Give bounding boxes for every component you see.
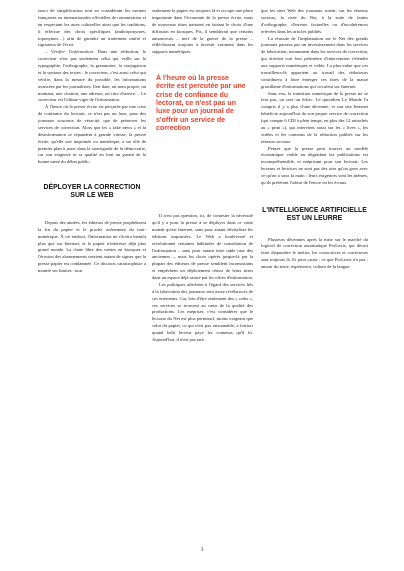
body-paragraph: souci de simplification tout en considérant les normes françaises ou internationales officielles de romanisation et en respectant les aires culturelles ainsi que les traditions, il effectue des choix spécifiques (anthroponymes, toponymes…) afin de garantir un traitement unifié et rigoureux de l'écrit. [38,8,146,48]
body-paragraph: Plusieurs décennies après la mise sur le marché du logiciel de correction automatique ProLexis, qui devait faire disparaître le métier, les correctrices et correcteurs sont toujours là. Et pour cause : ce que ProLexis n'a pas : amour du texte, expérience, culture de la langue, [261,236,368,270]
body-paragraph: Il n'est pas question, ici, de contester la nécessité qu'il y a pour la presse à se déployer dans ce vaste monde qu'est Internet, sans pour autant dévitaliser les éditions imprimées. Le Web a bouleversé et révolutionné certaines habitudes de consultation de l'information – sans pour autant faire table rase des anciennes –, mais les choix opérés jusque-là par la plupart des éditeurs de presse semblent inconsistants et empêchent un déploiement réussi de leurs titres dans un espace déjà saturé par les offres d'information. [152,213,253,281]
column-middle [152,8,253,344]
body-paragraph: Depuis des années, les éditeurs de presse prophétisent la fin du papier et le proche avènement du tout-numérique. À cet endroit, l'information ne s'écrira bientôt plus que sur Internet, et le papier n'intéresse déjà plus grand monde. La chute libre des ventes en kiosques et l'érosion des abonnements seraient autant de signes que la presse papier est condamnée. Ce discours catastrophiste a montré ses limites : non [38,219,146,274]
column-right [261,8,368,271]
body-paragraph: À l'heure où la presse écrite est perçutée par une crise de confiance du lectorat, ce n'est pas un luxe, pour des journaux soucieux de véracité, que de préserver les services de correction. Alors que les « fake news » et la désinformation se répandent à grande vitesse, la presse écrite, qu'elle soit imprimée ou numérique, a un rôle de premier plan à jouer dans la sauvegarde de la démocratie, car son exigence et sa qualité en font un garant de la bonne santé du débat public. [38,104,146,165]
body-paragraph: Penser que la presse peut trouver un modèle économique viable en dégradant les publications est incompréhensible, et méprisant pour son lectorat. Les lecteurs et lectrices ne sont pas des oies qu'on gave avec ce qu'on a sous la main : leurs exigences sont les mêmes, qu'ils préfèrent l'odeur de l'encre ou les écrans. [261,145,368,185]
subheading-inline: – Vérifier l'information. [45,49,94,55]
pull-quote: À l'heure où la presse écrite est percutée par une crise de confiance du lectorat, ce n'est pas un luxe pour un journal de s'offrir un service de correction [156,75,246,132]
body-paragraph [38,49,146,104]
body-paragraph: Les politiques affichées à l'égard des services liés à la fabrication des journaux sont assez révélatrices de ces errements. Car, loin d'être seulement des « coûts », ces services se trouvent au cœur de la qualité des productions. Les mépriser, c'est considérer que le lectorat du Net est plus permissif, moins exigeant que celui du papier, ce qui n'est pas raisonnable, a fortiori quand ledit lecteur paye les contenus qu'il lit. Aujourd'hui, il n'est pas rare [152,281,253,342]
page-number: 3 [200,547,204,553]
pull-quote-spacer [152,133,253,213]
body-paragraph: que les sites Web des journaux soient, sur les réseaux sociaux, la risée du Net, à la suite de fautes d'orthographe, d'erreurs factuelles ou d'incohérences relevées dans les articles publiés. [261,8,368,34]
body-paragraph: seulement le papier est toujours là et occupe une place importante dans l'économie de la presse écrite, mais de nouveaux titres naissent en faisant le choix d'une diffusion en kiosques. Pis, il semblerait que certains annonceurs – nerf de la guerre de la presse – réfléchissent toujours à investir vraiment dans les supports numériques. [152,8,253,55]
body-paragraph: Sans eux, la transition numérique de la presse ne se fera pas, ou sera un échec. Le quotidien Le Monde l'a compris il y a plus d'une décennie, et son site Internet bénéficie aujourd'hui de son propre service de correction (qui compte 6 CDI à plein temps, en plus des 12 rattachés au « print »), qui intervient aussi sur les « lives », les vidéos et les contenus de la rédaction publiés sur les réseaux sociaux. [261,90,368,144]
section-heading: L'INTELLIGENCE ARTIFICIELLE EST UN LEURRE [262,206,367,222]
section-heading: DÉPLOYER LA CORRECTION SUR LE WEB [43,184,141,200]
body-text: Dans une rédaction, le correcteur n'est pas seulement celui qui veille sur la typographie, l'orthographe, la grammaire, la conjugaison et la syntaxe des textes : le correcteur, c'est aussi celui qui vérifie, dans la mesure du possible, les informations avancées par les journalistes. Une date, un nom propre, un montant, une citation, une adresse, un titre d'œuvre… Le correcteur est l'ultime vigie de l'information. [38,49,146,103]
column-left [38,8,146,275]
body-paragraph: La réussite de l'implantation sur le Net des grands journaux passera par un investissement dans les services de fabrication, notamment dans les services de correction, qui doivent voir leur périmètre d'intervention s'étendre aux supports numériques et vidéo. La plus-value que ces travailleurs-là apportent au travail des rédacteurs contribuera à faire émerger ces titres de la masse grouillante d'informations qui circulent sur Internet. [261,35,368,89]
